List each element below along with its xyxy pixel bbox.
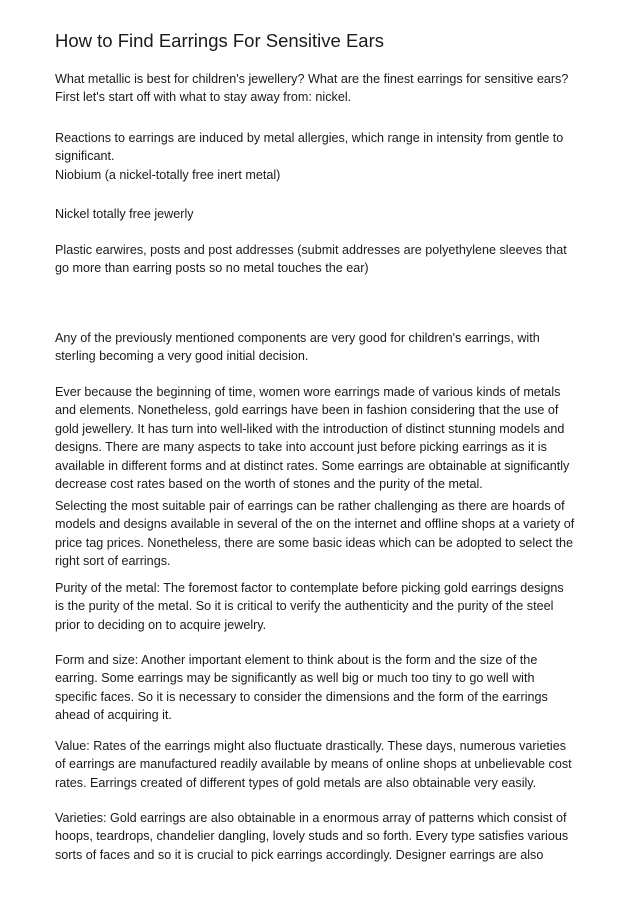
paragraph-value — [55, 737, 595, 792]
text-line: earring. Some earrings may be significantly as well big or much too tiny to go well with — [55, 671, 535, 686]
text-line: Reactions to earrings are induced by metal allergies, which range in intensity from gentle to — [55, 131, 564, 145]
text-line: go more than earring posts so no metal touches the ear) — [55, 261, 369, 276]
text-line: rates. Earrings created of different types of gold metals are also obtainable very easily. — [55, 775, 537, 790]
text-line: is the purity of the metal. So it is critical to verify the authenticity and the purity of the steel — [55, 599, 554, 614]
text-line: sterling becoming a very good initial decision. — [55, 349, 309, 364]
text-line: Value: Rates of the earrings might also fluctuate drastically. These days, numerous varieties — [55, 739, 566, 753]
text-line: Niobium (a nickel-totally free inert metal) — [55, 167, 281, 182]
text-line: Plastic earwires, posts and post addresses (submit addresses are polyethylene sleeves that — [55, 243, 567, 257]
paragraph-plastic-earwires — [55, 241, 595, 278]
text-line: price tag prices. Nonetheless, there are some basic ideas which can be adopted to select the — [55, 535, 574, 550]
text-line: significant. — [55, 149, 115, 164]
paragraph-selecting — [55, 497, 595, 571]
paragraph-nickel-free — [55, 205, 595, 223]
text-line: Varieties: Gold earrings are also obtainable in a enormous array of patterns which consist of — [55, 811, 567, 825]
paragraph-purity — [55, 579, 595, 634]
text-line: First let's start off with what to stay away from: nickel. — [55, 90, 352, 105]
text-line: What metallic is best for children's jewellery? What are the finest earrings for sensitive ears? — [55, 72, 569, 86]
text-line: Nickel totally free jewerly — [55, 207, 194, 221]
text-line: Any of the previously mentioned components are very good for children's earrings, with — [55, 331, 540, 345]
text-line: sorts of faces and so it is crucial to pick earrings accordingly. Designer earrings are also — [55, 847, 544, 862]
text-line: Selecting the most suitable pair of earrings can be rather challenging as there are hoards of — [55, 499, 565, 513]
text-line: Form and size: Another important element to think about is the form and the size of the — [55, 653, 538, 667]
paragraph-intro — [55, 70, 595, 107]
text-line: Purity of the metal: The foremost factor to contemplate before picking gold earrings designs — [55, 581, 564, 595]
paragraph-reactions — [55, 129, 595, 184]
text-line: gold jewellery. It has turn into well-liked with the introduction of distinct stunning models and — [55, 421, 565, 436]
text-line: of earrings are manufactured readily available by means of online shops at unbelievable cost — [55, 757, 572, 772]
paragraph-history — [55, 383, 595, 493]
text-line: available in different forms and at distinct rates. Some earrings are obtainable at significantly — [55, 458, 570, 473]
paragraph-form-size — [55, 651, 595, 725]
text-line: Ever because the beginning of time, women wore earrings made of various kinds of metals — [55, 385, 561, 399]
text-line: prior to deciding on to acquire jewelry. — [55, 617, 267, 632]
document-title: How to Find Earrings For Sensitive Ears — [55, 30, 385, 51]
paragraph-varieties — [55, 809, 595, 864]
text-line: models and designs available in several of the on the internet and offline shops at a variety of — [55, 517, 575, 532]
text-line: specific faces. So it is necessary to consider the dimensions and the form of the earrings — [55, 689, 548, 704]
text-line: hoops, teardrops, chandelier dangling, lovely studs and so forth. Every type satisfies various — [55, 829, 569, 844]
text-line: designs. There are many aspects to take into account just before picking earrings as it is — [55, 440, 547, 455]
text-line: decrease cost rates based on the worth of stones and the purity of the metal. — [55, 477, 483, 492]
text-line: and elements. Nonetheless, gold earrings have been in fashion considering that the use of — [55, 403, 559, 418]
text-line: ahead of acquiring it. — [55, 708, 172, 723]
text-line: right sort of earrings. — [55, 554, 171, 569]
paragraph-components — [55, 329, 595, 366]
